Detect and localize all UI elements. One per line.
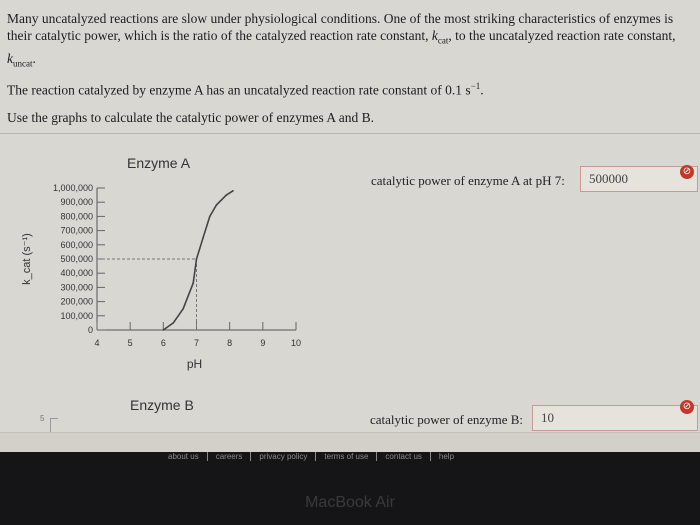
footer-link[interactable]: terms of use (316, 452, 377, 461)
footer-link[interactable]: about us (160, 452, 208, 461)
incorrect-icon: ⊘ (680, 400, 694, 414)
chart-b-tick-mark (50, 418, 58, 419)
given-info-paragraph (7, 78, 692, 99)
answer-b-label: catalytic power of enzyme B: (370, 412, 524, 427)
footer-link[interactable]: privacy policy (251, 452, 316, 461)
kcat-data-point (232, 190, 234, 192)
page-footer (0, 432, 700, 452)
y-tick-label: 0 (87, 325, 93, 335)
x-tick-label: 7 (193, 338, 200, 348)
x-axis-label: pH (186, 357, 203, 371)
incorrect-icon: ⊘ (680, 165, 694, 179)
x-tick-label: 6 (160, 338, 166, 348)
kcat-data-point (202, 237, 204, 239)
x-tick-label: 9 (260, 338, 266, 348)
kcat-data-point (163, 329, 165, 331)
y-tick-label: 900,000 (60, 197, 93, 208)
footer-link[interactable]: careers (208, 452, 252, 461)
given-info-end: . (480, 82, 484, 98)
answer-b-input[interactable]: 10 (532, 405, 698, 431)
y-tick-label: 500,000 (60, 254, 93, 264)
x-tick-label: 5 (127, 338, 133, 348)
chart-b-ytick-label: 5 (40, 414, 45, 423)
section-divider (0, 133, 700, 134)
instruction-paragraph: Use the graphs to calculate the catalytic power of enzymes A and B. (7, 109, 374, 125)
given-info-exponent: −1 (470, 81, 481, 92)
footer-link[interactable]: help (438, 452, 455, 461)
kcat-data-point (226, 194, 228, 196)
answer-a-input[interactable]: 500000 (580, 166, 698, 192)
x-tick-label: 8 (227, 338, 233, 348)
chart-b-y-axis (50, 418, 51, 432)
laptop-bezel (0, 452, 700, 525)
y-tick-label: 600,000 (60, 239, 93, 250)
kcat-data-point (209, 216, 211, 218)
graph-b-title: Enzyme B (130, 397, 194, 413)
kcat-data-point (196, 258, 198, 260)
y-tick-label: 100,000 (60, 310, 93, 321)
intro-paragraph (7, 10, 692, 72)
intro-paragraph-text: Many uncatalyzed reactions are slow under physiological conditions. One of the most striking characteristics of enzymes is their catalytic power, which is the ratio of the catalyzed reaction rate constant, $k_{cat}$, to the uncatalyzed reaction rate constant, $k_{uncat}$. (7, 11, 676, 69)
given-info-text: The reaction catalyzed by enzyme A has an uncatalyzed reaction rate constant of 0.1 s (7, 82, 471, 98)
y-tick-label: 1,000,000 (52, 183, 93, 193)
y-tick-label: 700,000 (60, 225, 93, 236)
y-axis-label: k_cat (s⁻¹) (21, 233, 33, 285)
question-text (7, 10, 692, 126)
enzyme-a-chart (0, 140, 330, 375)
graph-a-title: Enzyme A (127, 155, 191, 171)
kcat-curve (163, 191, 233, 330)
answer-a-label: catalytic power of enzyme A at pH 7: (371, 173, 565, 188)
y-tick-label: 800,000 (60, 211, 93, 222)
kcat-data-point (192, 282, 194, 284)
y-tick-label: 300,000 (60, 282, 93, 293)
kcat-data-point (216, 204, 218, 206)
x-tick-label: 4 (94, 338, 100, 348)
kcat-data-point (182, 308, 184, 310)
y-tick-label: 200,000 (60, 296, 93, 307)
bezel-brand-label: MacBook Air (305, 494, 395, 511)
y-tick-label: 400,000 (60, 268, 93, 279)
footer-links (160, 452, 462, 461)
x-tick-label: 10 (290, 338, 302, 348)
kcat-data-point (172, 322, 174, 324)
footer-link[interactable]: contact us (377, 452, 430, 461)
